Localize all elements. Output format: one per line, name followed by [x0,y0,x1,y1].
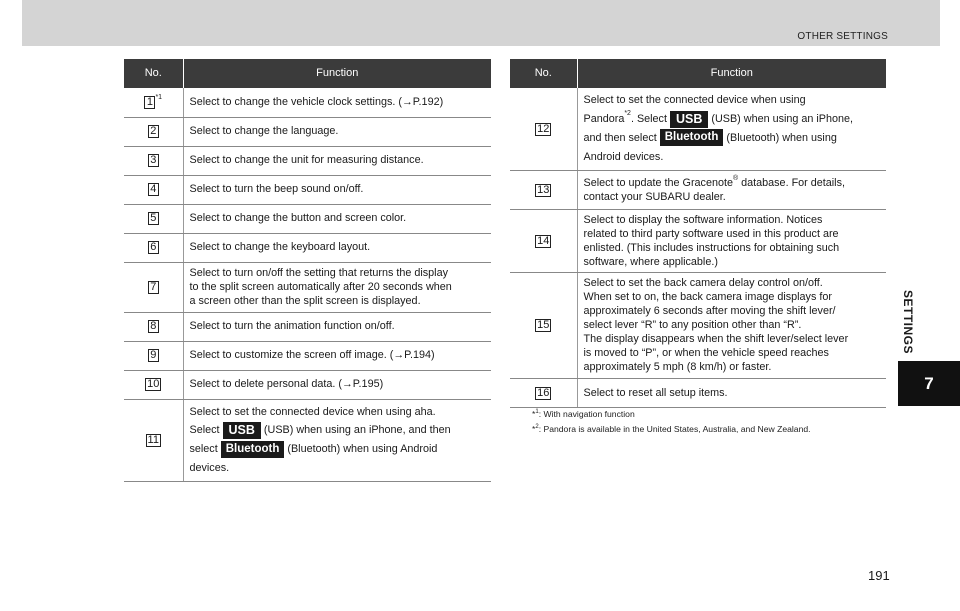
row-number: 9 [148,349,159,362]
row-function: Select to reset all setup items. [577,378,886,407]
row-function: Select to change the vehicle clock settings. (→P.192) [183,88,491,117]
function-line: The display disappears when the shift lever/select lever [583,333,849,346]
row-function [577,170,886,209]
usb-label: USB [670,111,708,128]
row-number: 4 [148,183,159,196]
table-row [124,175,491,204]
table-row [124,312,491,341]
footnotes [532,409,811,439]
table-row [124,146,491,175]
row-number: 7 [148,281,159,294]
table-row [510,88,886,170]
row-number: 6 [148,241,159,254]
function-table-right [510,59,886,408]
table-row [124,399,491,482]
row-function: Select to customize the screen off image. (→P.194) [183,341,491,370]
table-row [124,341,491,370]
table-row [510,170,886,209]
table-row [510,209,886,272]
table-row [124,262,491,312]
footnote-ref: *1 [155,94,163,102]
footnote-ref: *2 [624,109,631,117]
function-line: software, where applicable.) [583,255,718,268]
table-header [510,59,886,88]
function-line: Select to set the connected device when using aha. [189,405,436,418]
function-line: related to third party software used in this product are [583,227,839,240]
row-number: 12 [537,122,550,135]
side-tab-label-text: SETTINGS [901,289,916,355]
row-function: Select to change the language. [183,117,491,146]
function-line: approximately 5 mph (8 km/h) or faster. [583,361,772,374]
function-line: and then select Bluetooth (Bluetooth) when using [584,129,881,148]
page-number: 191 [868,568,890,583]
side-tab-label [893,284,923,360]
table-row [124,204,491,233]
registered-mark: ® [732,174,739,182]
row-function: Select to turn the beep sound on/off. [183,175,491,204]
side-tab-number: 7 [898,361,960,406]
table-header [124,59,491,88]
footnote: *$^1$: With navigation function [532,409,635,419]
table-row [124,233,491,262]
row-number: 14 [537,234,550,247]
function-line: contact your SUBARU dealer. [583,190,726,203]
row-number: 11 [147,434,159,447]
row-number: 13 [537,183,550,196]
function-line: approximately 6 seconds after moving the shift lever/ [583,305,836,318]
row-function [577,88,886,170]
table-row [510,272,886,378]
function-line: to the split screen automatically after 20 seconds when [189,280,452,293]
function-line: is moved to “P”, or when the vehicle speed reaches [583,347,829,360]
table-row [124,370,491,399]
row-number: 3 [148,154,159,167]
function-line: devices. [189,462,230,475]
row-number: 15 [537,319,550,332]
usb-label: USB [223,422,261,439]
table-row [510,378,886,407]
function-line: select lever “R” to any position other than “R”. [583,319,802,332]
footnote: *$^2$: Pandora is available in the United States, Australia, and New Zealand. [532,424,811,435]
function-line: When set to on, the back camera image displays for [583,291,832,304]
row-function: Select to turn the animation function on/off. [183,312,491,341]
bluetooth-label: Bluetooth [221,441,285,458]
function-line: Select to display the software information. Notices [583,213,823,226]
col-no-header: No. [510,59,577,88]
row-function: Select to change the keyboard layout. [183,233,491,262]
row-function: Select to change the unit for measuring distance. [183,146,491,175]
function-line: Select to update the Gracenote® database. For details, [583,174,845,189]
function-line: Select to set the connected device when using [583,94,806,106]
function-line: Android devices. [583,150,664,163]
col-function-header: Function [577,59,886,88]
row-number: 8 [148,320,159,333]
function-line: Pandora$^{*2}$. Select USB (USB) when using an iPhone, [583,109,854,126]
row-number: 2 [148,125,159,138]
function-line: Select USB (USB) when using an iPhone, and then [189,423,451,438]
row-number: 1 [144,96,155,109]
row-function [183,262,491,312]
row-function: Select to change the button and screen color. [183,204,491,233]
function-line: select Bluetooth (Bluetooth) when using Android [190,440,486,459]
function-table-left [124,59,491,482]
function-line: a screen other than the split screen is displayed. [189,295,421,308]
bluetooth-label: Bluetooth [660,129,724,146]
row-number: 10 [147,378,160,391]
col-function-header: Function [183,59,491,88]
table-row [124,88,491,117]
row-function [577,272,886,378]
function-line: Select to turn on/off the setting that returns the display [189,266,448,279]
row-number: 16 [537,386,550,399]
row-number: 5 [148,212,159,225]
row-function: Select to delete personal data. (→P.195) [183,370,491,399]
col-no-header: No. [124,59,183,88]
row-function [183,399,491,482]
function-line: Select to set the back camera delay control on/off. [583,277,823,290]
row-function [577,209,886,272]
function-line: enlisted. (This includes instructions for obtaining such [583,241,840,254]
table-row [124,117,491,146]
section-title: OTHER SETTINGS [797,31,888,42]
